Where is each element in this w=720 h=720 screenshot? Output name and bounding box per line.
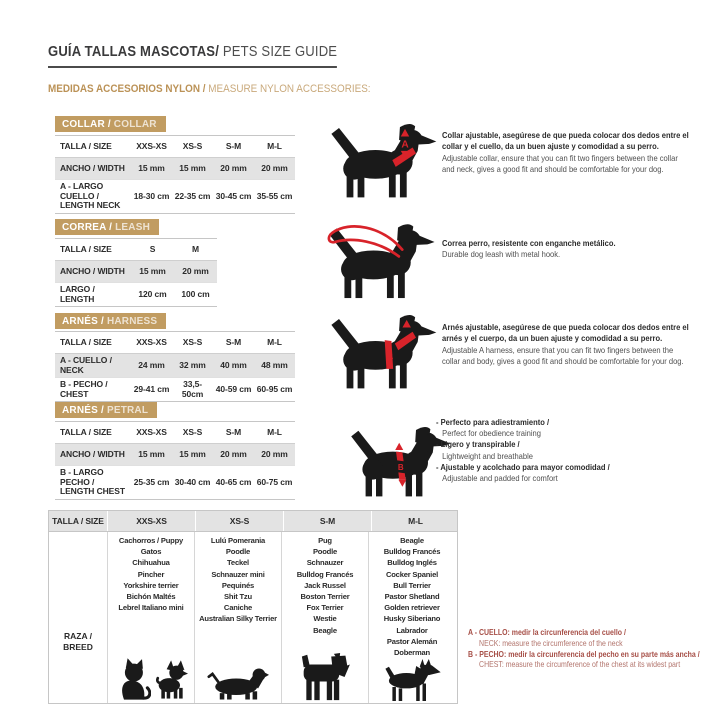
- breed-item: Poodle: [225, 547, 251, 557]
- table-cell: 15 mm: [179, 162, 206, 173]
- breed-item: Bulldog Inglés: [387, 558, 437, 568]
- breed-item: Boston Terrier: [300, 592, 350, 602]
- breed-item: Gatos: [140, 547, 162, 557]
- column-header: S-M: [225, 140, 242, 151]
- column-header: S-M: [225, 336, 242, 347]
- row-label: A - LARGO CUELLO / LENGTH NECK: [60, 181, 121, 211]
- petral-feature-en: Adjustable and padded for comfort: [442, 473, 558, 484]
- column-header: S-M: [283, 511, 371, 531]
- schnauzer-icon: [298, 653, 352, 701]
- breed-item: Fox Terrier: [306, 603, 344, 613]
- collar-description-en: Adjustable collar, ensure that you can fit two fingers between the collar and neck, gives a good fit and should be comfortable for your dog.: [442, 152, 678, 174]
- table-header-row: [55, 422, 295, 444]
- harness-badge-es: ARNÉS /: [62, 316, 107, 327]
- collar-badge-es: COLLAR /: [62, 119, 114, 130]
- leash-description-es: Correa perro, resistente con enganche metálico.: [442, 238, 616, 248]
- column-header: M-L: [267, 140, 282, 151]
- breed-item: Golden retriever: [384, 603, 440, 613]
- table-cell: 48 mm: [261, 359, 288, 370]
- table-header-row: [55, 332, 295, 354]
- breed-item: Pug: [318, 536, 332, 545]
- harness-description: [442, 322, 692, 367]
- measurement-notes: [468, 628, 713, 671]
- dog-harness-illustration-icon: [328, 306, 438, 398]
- petral-badge-es: ARNÉS /: [62, 405, 107, 416]
- column-header: M: [192, 243, 199, 254]
- table-cell: 33,5-50cm: [181, 379, 204, 399]
- row-label: ANCHO / WIDTH: [60, 448, 125, 459]
- column-header: XXS-XS: [136, 426, 167, 437]
- column-header: XXS-XS: [107, 511, 195, 531]
- breed-animal-icons: [207, 667, 269, 703]
- collar-marker-a: A: [401, 139, 409, 151]
- breed-item: Beagle: [313, 625, 337, 635]
- table-cell: 20 mm: [220, 162, 247, 173]
- raza-label-es: RAZA /: [63, 631, 92, 641]
- column-header: S: [149, 243, 156, 254]
- harness-description-en: Adjustable A harness, ensure that you can fit two fingers between the collar and body, gives a good fit and should be comfortable for your dog.: [442, 344, 684, 366]
- breed-item: Jack Russel: [304, 580, 346, 590]
- collar-badge: [55, 114, 166, 132]
- breed-item: Lulú Pomerania: [210, 536, 266, 545]
- row-label: B - PECHO / CHEST: [60, 379, 108, 399]
- table-cell: 100 cm: [181, 288, 210, 299]
- column-header: S-M: [225, 426, 242, 437]
- column-header: XXS-XS: [136, 336, 167, 347]
- table-cell: 120 cm: [138, 288, 167, 299]
- table-cell: 40 mm: [220, 359, 247, 370]
- breed-table-header-row: [48, 510, 458, 532]
- breed-row-label-cell: [49, 532, 107, 703]
- column-header: M-L: [267, 426, 282, 437]
- table-cell: 22-35 cm: [174, 190, 211, 201]
- breed-item: Bull Terrier: [393, 580, 431, 590]
- dog-leash-illustration-icon: [324, 219, 438, 304]
- breed-list: [118, 535, 183, 613]
- page-title: [48, 44, 337, 68]
- breed-item: Chihuahua: [132, 558, 170, 568]
- breed-item: Australian Silky Terrier: [199, 614, 277, 624]
- breed-size-table: [48, 510, 458, 704]
- breed-item: Bulldog Francés: [296, 569, 354, 579]
- breed-item: Caniche: [223, 603, 253, 613]
- breed-item: Pincher: [137, 569, 165, 579]
- table-cell: 60-95 cm: [256, 383, 293, 394]
- row-label: LARGO / LENGTH: [60, 284, 95, 304]
- column-header: XXS-XS: [136, 140, 167, 151]
- table-cell: 35-55 cm: [256, 190, 293, 201]
- harness-badge-en: HARNESS: [106, 316, 158, 327]
- dog-collar-illustration-icon: [328, 117, 438, 205]
- harness-size-table: [55, 331, 295, 402]
- collar-description: [442, 130, 692, 175]
- table-header-row: [55, 239, 217, 261]
- breed-list: [297, 535, 354, 636]
- breed-item: Lebrel Italiano mini: [118, 603, 184, 613]
- table-cell: 15 mm: [139, 265, 166, 276]
- page-title-en: PETS SIZE GUIDE: [219, 44, 338, 60]
- column-header: XS-S: [182, 336, 203, 347]
- table-cell: 40-65 cm: [215, 476, 252, 487]
- breed-animal-icons: [298, 653, 352, 703]
- column-header: TALLA / SIZE: [60, 243, 112, 254]
- breed-item: Westie: [313, 614, 337, 624]
- table-cell: 29-41 cm: [133, 383, 170, 394]
- cat-icon: [115, 655, 151, 701]
- row-label: B - LARGO PECHO / LENGTH CHEST: [60, 467, 125, 497]
- table-row: [55, 466, 295, 500]
- table-row: [55, 261, 217, 283]
- leash-size-table: [55, 238, 217, 307]
- petral-size-table: [55, 421, 295, 500]
- petral-feature-en: Lightweight and breathable: [442, 450, 533, 461]
- breed-column-m-l: [368, 532, 455, 703]
- breed-item: Bulldog Francés: [383, 547, 441, 557]
- petral-feature-es: - Ajustable y acolchado para mayor comodidad /: [436, 461, 610, 472]
- petral-badge: [55, 400, 157, 418]
- column-header: TALLA / SIZE: [60, 426, 112, 437]
- leash-description: [442, 238, 692, 261]
- page-subtitle-es: MEDIDAS ACCESORIOS NYLON /: [48, 83, 209, 95]
- breed-list: [199, 535, 277, 625]
- breed-item: Pastor Shetland: [384, 592, 440, 602]
- table-cell: 25-35 cm: [133, 476, 170, 487]
- breed-item: Beagle: [400, 536, 424, 545]
- row-label: ANCHO / WIDTH: [60, 162, 125, 173]
- table-row: [55, 378, 295, 402]
- chihuahua-icon: [156, 657, 188, 701]
- breed-table-body: [48, 532, 458, 704]
- breed-item: Husky Siberiano: [383, 614, 441, 624]
- table-cell: 24 mm: [138, 359, 165, 370]
- raza-label-en: BREED: [63, 642, 93, 652]
- breed-column-s-m: [281, 532, 368, 703]
- breed-item: Labrador: [396, 625, 428, 635]
- petral-feature-en: Perfect for obedience training: [442, 428, 541, 439]
- breed-item: Pequinés: [221, 580, 255, 590]
- column-header: TALLA / SIZE: [60, 140, 112, 151]
- leash-badge-en: LEASH: [115, 222, 151, 233]
- breed-column-xxs-xs: [107, 532, 194, 703]
- breed-item: Yorkshire terrier: [123, 580, 179, 590]
- breed-item: Bichón Maltés: [126, 592, 176, 602]
- collar-description-es: Collar ajustable, asegúrese de que pueda colocar dos dedos entre el collar y el cuello, da un buen ajuste y comodidad a su perro.: [442, 130, 689, 152]
- harness-badge: [55, 311, 166, 329]
- table-row: [55, 180, 295, 214]
- table-cell: 18-30 cm: [133, 190, 170, 201]
- table-row: [55, 158, 295, 180]
- leash-badge: [55, 217, 159, 235]
- doberman-icon: [377, 659, 447, 701]
- collar-size-table: [55, 135, 295, 214]
- petral-feature-es: - Perfecto para adiestramiento /: [436, 417, 550, 427]
- table-cell: 20 mm: [261, 162, 288, 173]
- breed-item: Schnauzer mini: [211, 569, 265, 579]
- table-cell: 40-59 cm: [215, 383, 252, 394]
- raza-breed-label: [63, 631, 93, 653]
- table-cell: 20 mm: [182, 265, 209, 276]
- column-header: M-L: [267, 336, 282, 347]
- table-cell: 32 mm: [179, 359, 206, 370]
- table-row: [55, 283, 217, 307]
- row-label: A - CUELLO / NECK: [60, 355, 112, 375]
- breed-animal-icons: [115, 655, 188, 703]
- breed-item: Shit Tzu: [224, 592, 252, 602]
- table-cell: 15 mm: [179, 448, 206, 459]
- column-header: XS-S: [182, 140, 203, 151]
- breed-item: Pastor Alemán: [386, 636, 438, 646]
- table-row: [55, 354, 295, 378]
- table-cell: 30-45 cm: [215, 190, 252, 201]
- table-cell: 15 mm: [138, 162, 165, 173]
- leash-description-en: Durable dog leash with metal hook.: [442, 249, 561, 260]
- table-cell: 15 mm: [138, 448, 165, 459]
- breed-animal-icons: [377, 659, 447, 703]
- page-title-es: GUÍA TALLAS MASCOTAS/: [48, 44, 220, 60]
- row-label: ANCHO / WIDTH: [60, 265, 125, 276]
- column-header: TALLA / SIZE: [60, 336, 112, 347]
- petral-feature-es: - Ligero y transpirable /: [436, 439, 520, 450]
- breed-column-xs-s: [194, 532, 281, 703]
- page-subtitle-en: MEASURE NYLON ACCESSORIES:: [208, 83, 371, 95]
- table-cell: 60-75 cm: [256, 476, 293, 487]
- breed-item: Poodle: [312, 547, 338, 557]
- harness-description-es: Arnés ajustable, asegúrese de que pueda colocar dos dedos entre el arnés y el cuerpo, da un buen ajuste y comodidad a su perro.: [442, 322, 689, 344]
- column-header: XS-S: [195, 511, 283, 531]
- breed-item: Cachorros / Puppy: [118, 536, 184, 545]
- petral-badge-en: PETRAL: [106, 405, 149, 416]
- column-header: XS-S: [182, 426, 203, 437]
- column-header: TALLA / SIZE: [52, 516, 104, 526]
- collar-badge-en: COLLAR: [113, 119, 157, 130]
- note-b-pecho-es: B - PECHO: medir la circunferencia del pecho en su parte más ancha /: [468, 649, 700, 659]
- table-cell: 20 mm: [261, 448, 288, 459]
- breed-item: Schnauzer: [306, 558, 344, 568]
- leash-badge-es: CORREA /: [62, 222, 116, 233]
- petral-features: [436, 417, 700, 484]
- breed-item: Doberman: [394, 648, 430, 658]
- column-header: M-L: [371, 511, 459, 531]
- page-subtitle: [48, 83, 371, 95]
- petral-marker-b: B: [397, 463, 404, 472]
- dachshund-icon: [207, 667, 269, 701]
- note-b-chest-en: CHEST: measure the circumference of the chest at its widest part: [479, 660, 681, 670]
- table-cell: 30-40 cm: [174, 476, 211, 487]
- table-row: [55, 444, 295, 466]
- table-header-row: [55, 136, 295, 158]
- breed-item: Cocker Spaniel: [385, 569, 439, 579]
- note-a-cuello-es: A - CUELLO: medir la circunferencia del cuello /: [468, 628, 626, 637]
- breed-list: [384, 535, 441, 658]
- note-a-neck-en: NECK: measure the circumference of the neck: [479, 638, 623, 648]
- breed-item: Teckel: [227, 558, 249, 568]
- table-cell: 20 mm: [220, 448, 247, 459]
